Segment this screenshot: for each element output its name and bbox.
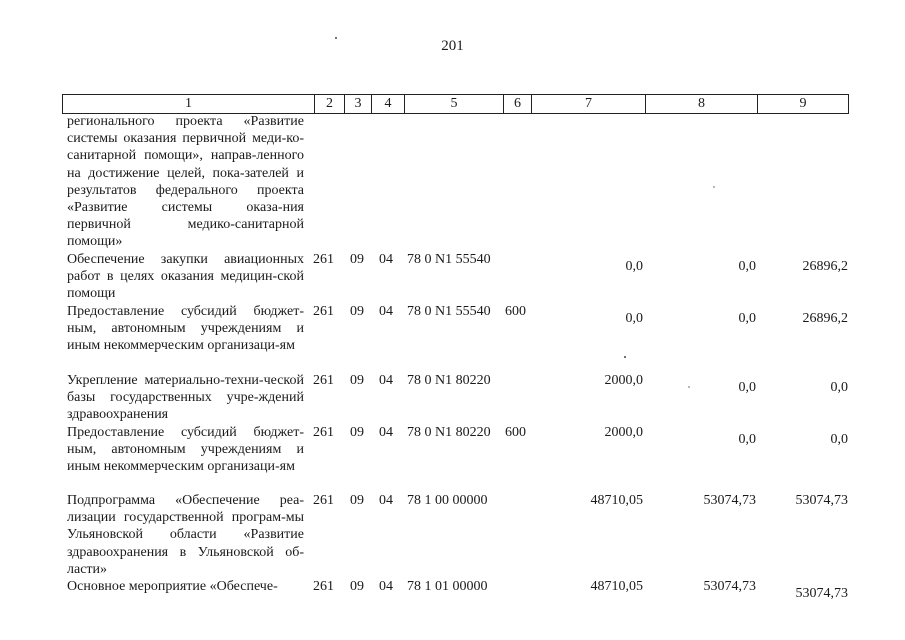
cell-code-5: 78 0 N1 80220 — [407, 373, 491, 388]
cell-code-2: 261 — [313, 304, 334, 319]
scan-speck — [688, 386, 690, 388]
cell-code-5: 78 0 N1 55540 — [407, 252, 491, 267]
row-name: регионального проекта «Развитие системы оказания первичной меди-ко-санитарной помощи», направ-ленного на достижение целей, пока-зателей и результатов федерального проекта «Развитие системы оказа-ния первичной медико-санитарной помощи» — [67, 114, 304, 250]
cell-value-9: 53074,73 — [795, 493, 848, 508]
cell-code-3: 09 — [350, 425, 364, 440]
cell-code-4: 04 — [379, 304, 393, 319]
cell-value-9: 0,0 — [830, 432, 848, 447]
header-col-5: 5 — [404, 95, 503, 113]
cell-code-6: 600 — [505, 425, 526, 440]
cell-value-7: 48710,05 — [590, 579, 643, 594]
scan-speck — [335, 37, 337, 39]
cell-code-2: 261 — [313, 373, 334, 388]
cell-value-7: 0,0 — [625, 259, 643, 274]
cell-code-4: 04 — [379, 373, 393, 388]
cell-value-7: 48710,05 — [590, 493, 643, 508]
header-col-3: 3 — [344, 95, 371, 113]
cell-value-7: 2000,0 — [604, 425, 643, 440]
cell-code-2: 261 — [313, 493, 334, 508]
page-number: 201 — [441, 38, 464, 54]
cell-value-8: 53074,73 — [703, 493, 756, 508]
row-name: Предоставление субсидий бюджет-ным, автономным учреждениям и иным некоммерческим организаци-ям — [67, 304, 304, 354]
cell-value-9: 26896,2 — [802, 311, 848, 326]
cell-code-2: 261 — [313, 425, 334, 440]
cell-value-7: 2000,0 — [604, 373, 643, 388]
cell-code-5: 78 1 01 00000 — [407, 579, 488, 594]
header-col-7: 7 — [531, 95, 645, 113]
header-col-9: 9 — [757, 95, 848, 113]
header-col-2: 2 — [314, 95, 344, 113]
row-name: Основное мероприятие «Обеспече- — [67, 579, 278, 594]
scan-speck — [624, 356, 626, 358]
cell-value-9: 53074,73 — [795, 586, 848, 601]
table-header — [62, 94, 849, 114]
cell-code-2: 261 — [313, 252, 334, 267]
cell-value-7: 0,0 — [625, 311, 643, 326]
header-col-1: 1 — [185, 96, 192, 111]
cell-value-9: 0,0 — [830, 380, 848, 395]
cell-value-8: 0,0 — [738, 432, 756, 447]
cell-code-4: 04 — [379, 425, 393, 440]
cell-value-8: 53074,73 — [703, 579, 756, 594]
cell-value-9: 26896,2 — [802, 259, 848, 274]
header-col-4: 4 — [371, 95, 404, 113]
cell-code-4: 04 — [379, 579, 393, 594]
cell-code-3: 09 — [350, 493, 364, 508]
cell-code-5: 78 0 N1 55540 — [407, 304, 491, 319]
row-name: Подпрограмма «Обеспечение реа-лизации государственной програм-мы Ульяновской области «Развитие здравоохранения в Ульяновской об-ласти» — [67, 493, 304, 577]
cell-code-2: 261 — [313, 579, 334, 594]
row-name: Укрепление материально-техни-ческой базы государственных учре-ждений здравоохранения — [67, 373, 304, 423]
cell-code-3: 09 — [350, 579, 364, 594]
cell-code-3: 09 — [350, 373, 364, 388]
cell-code-4: 04 — [379, 493, 393, 508]
row-name: Обеспечение закупки авиационных работ в целях оказания медицин-ской помощи — [67, 252, 304, 302]
cell-value-8: 0,0 — [738, 311, 756, 326]
cell-code-3: 09 — [350, 252, 364, 267]
scan-speck — [713, 186, 715, 188]
header-col-6: 6 — [503, 95, 531, 113]
cell-code-5: 78 1 00 00000 — [407, 493, 488, 508]
cell-code-5: 78 0 N1 80220 — [407, 425, 491, 440]
header-col-8: 8 — [645, 95, 757, 113]
cell-code-4: 04 — [379, 252, 393, 267]
cell-value-8: 0,0 — [738, 380, 756, 395]
cell-code-3: 09 — [350, 304, 364, 319]
row-name: Предоставление субсидий бюджет-ным, автономным учреждениям и иным некоммерческим организаци-ям — [67, 425, 304, 475]
cell-code-6: 600 — [505, 304, 526, 319]
cell-value-8: 0,0 — [738, 259, 756, 274]
